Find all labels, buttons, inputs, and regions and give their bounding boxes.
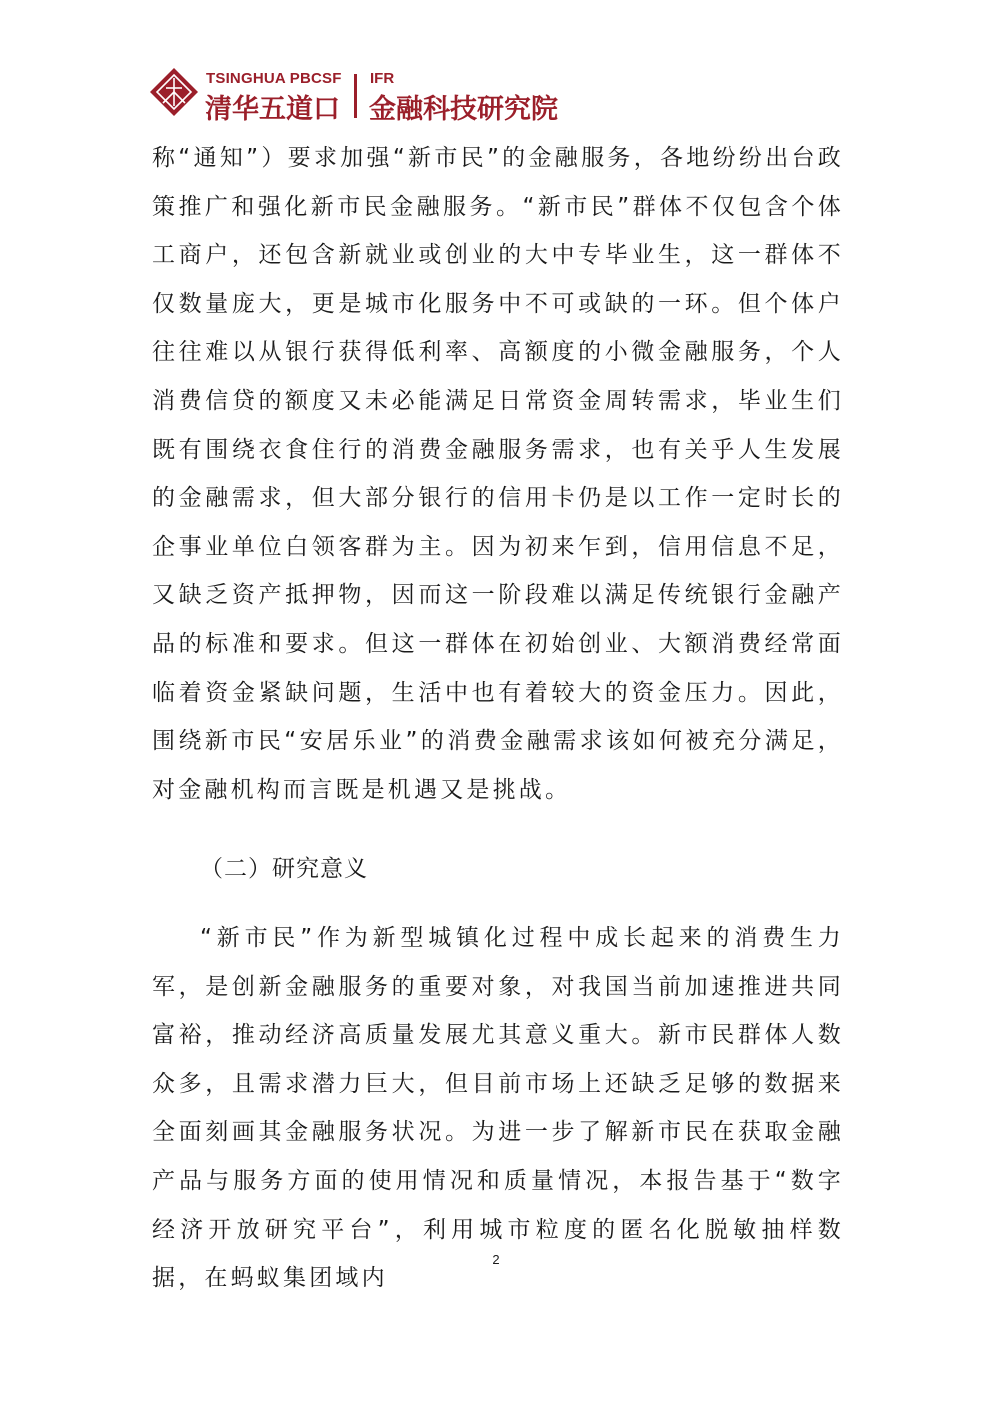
- body-paragraph-2: “新市民”作为新型城镇化过程中成长起来的消费生力军，是创新金融服务的重要对象，对我国当前加速推进共同富裕，推动经济高质量发展尤其意义重大。新市民群体人数众多，且需求潜力巨大，但目前市场上还缺乏足够的数据来全面刻画其金融服务状况。为进一步了解新市民在获取金融产品与服务方面的使用情况和质量情况，本报告基于“数字经济开放研究平台”，利用城市粒度的匿名化脱敏抽样数据，在蚂蚁集团域内: [152, 925, 844, 1292]
- pbcsf-logo-icon: [148, 66, 200, 118]
- brand-name-en: TSINGHUA PBCSF: [206, 70, 342, 87]
- institute-name-en: IFR: [370, 70, 395, 87]
- header-divider: [354, 74, 357, 118]
- page-number: 2: [492, 1252, 500, 1267]
- institute-name-cn: 金融科技研究院: [369, 94, 558, 125]
- brand-name-cn: 清华五道口: [205, 94, 340, 125]
- page-header: [148, 66, 578, 125]
- body-paragraph-1: 称“通知”）要求加强“新市民”的金融服务，各地纷纷出台政策推广和强化新市民金融服务。“新市民”群体不仅包含个体工商户，还包含新就业或创业的大中专毕业生，这一群体不仅数量庞大，更是城市化服务中不可或缺的一环。但个体户往往难以从银行获得低利率、高额度的小微金融服务，个人消费信贷的额度又未必能满足日常资金周转需求，毕业生们既有围绕衣食住行的消费金融服务需求，也有关乎人生发展的金融需求，但大部分银行的信用卡仍是以工作一定时长的企事业单位白领客群为主。因为初来乍到，信用信息不足，又缺乏资产抵押物，因而这一阶段难以满足传统银行金融产品的标准和要求。但这一群体在初始创业、大额消费经常面临着资金紧缺问题，生活中也有着较大的资金压力。因此，围绕新市民“安居乐业”的消费金融需求该如何被充分满足，对金融机构而言既是机遇又是挑战。: [152, 145, 844, 803]
- section-heading: （二）研究意义: [200, 856, 368, 882]
